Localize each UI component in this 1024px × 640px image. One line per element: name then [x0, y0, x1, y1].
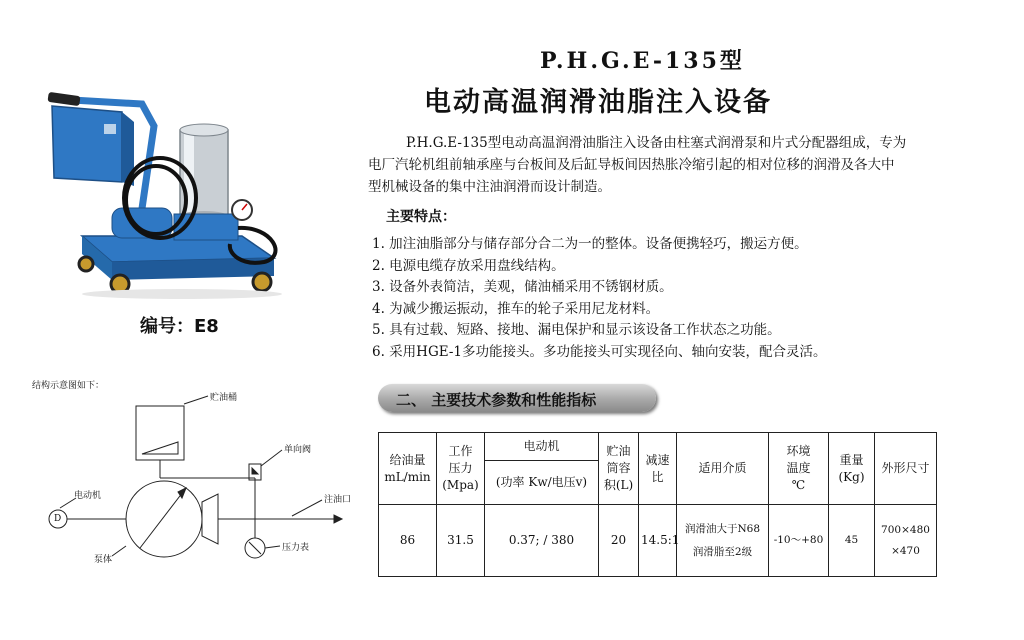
label-motor: 电动机	[74, 491, 102, 501]
feature-item: 2. 电源电缆存放采用盘线结构。	[372, 257, 565, 274]
label-gauge: 压力表	[282, 543, 310, 553]
intro-line: 电厂汽轮机组前轴承座与台板间及后缸导板间因热胀冷缩引起的相对位移的润滑及各大中	[368, 157, 895, 173]
cell-weight: 45	[829, 505, 875, 577]
page-title: 电动高温润滑油脂注入设备	[424, 87, 772, 118]
label-motor-symbol: D	[54, 514, 62, 524]
cell-size: 700×480 ×470	[875, 505, 937, 577]
features-list	[372, 234, 826, 363]
intro-line: 型机械设备的集中注油润滑而设计制造。	[368, 179, 611, 195]
diagram-caption: 结构示意图如下：	[32, 381, 105, 391]
feature-item: 6. 采用HGE-1多功能接头。多功能接头可实现径向、轴向安装，配合灵活。	[372, 343, 827, 360]
label-tank: 贮油桶	[210, 393, 238, 403]
header-medium: 适用介质	[677, 433, 769, 505]
header-temp: 环境 温度 ℃	[769, 433, 829, 505]
header-pressure: 工作 压力 (Mpa)	[437, 433, 485, 505]
feature-item: 3. 设备外表简洁，美观，储油桶采用不锈钢材质。	[372, 279, 673, 295]
cell-motor: 0.37; / 380	[485, 505, 599, 577]
section-title: 二、 主要技术参数和性能指标	[396, 391, 597, 409]
cell-volume: 20	[599, 505, 639, 577]
label-pump: 泵体	[94, 555, 113, 565]
cell-medium: 润滑油大于N68 润滑脂至2级	[677, 505, 769, 577]
header-weight: 重量 (Kg)	[829, 433, 875, 505]
cell-flow: 86	[379, 505, 437, 577]
header-ratio: 减速 比	[639, 433, 677, 505]
features-heading: 主要特点：	[386, 209, 456, 225]
intro-paragraph	[368, 132, 1008, 198]
model-title: P.H.G.E-135型	[540, 48, 745, 74]
cell-temp: -10～+80	[769, 505, 829, 577]
header-size: 外形尺寸	[875, 433, 937, 505]
header-motor-sub: (功率 Kw/电压v)	[485, 461, 599, 505]
cell-pressure: 31.5	[437, 505, 485, 577]
spec-table	[378, 432, 937, 577]
label-check-valve: 单向阀	[284, 445, 312, 455]
structure-diagram	[30, 388, 375, 578]
section-header	[378, 384, 656, 412]
intro-line: P.H.G.E-135型电动高温润滑油脂注入设备由柱塞式润滑泵和片式分配器组成，专为	[406, 135, 907, 151]
header-motor: 电动机	[485, 433, 599, 461]
feature-item: 1. 加注油脂部分与储存部分合二为一的整体。设备便携轻巧，搬运方便。	[372, 236, 808, 252]
product-code: 编号：E8	[140, 316, 219, 337]
feature-item: 5. 具有过载、短路、接地、漏电保护和显示该设备工作状态之功能。	[372, 322, 781, 338]
cell-ratio: 14.5:1	[639, 505, 677, 577]
label-outlet: 注油口	[324, 495, 352, 505]
equipment-photo	[42, 86, 292, 302]
header-flow: 给油量 mL/min	[379, 433, 437, 505]
header-volume: 贮油 筒容 积(L)	[599, 433, 639, 505]
feature-item: 4. 为减少搬运振动，推车的轮子采用尼龙材料。	[372, 300, 660, 317]
diagram-drawing	[30, 388, 375, 578]
